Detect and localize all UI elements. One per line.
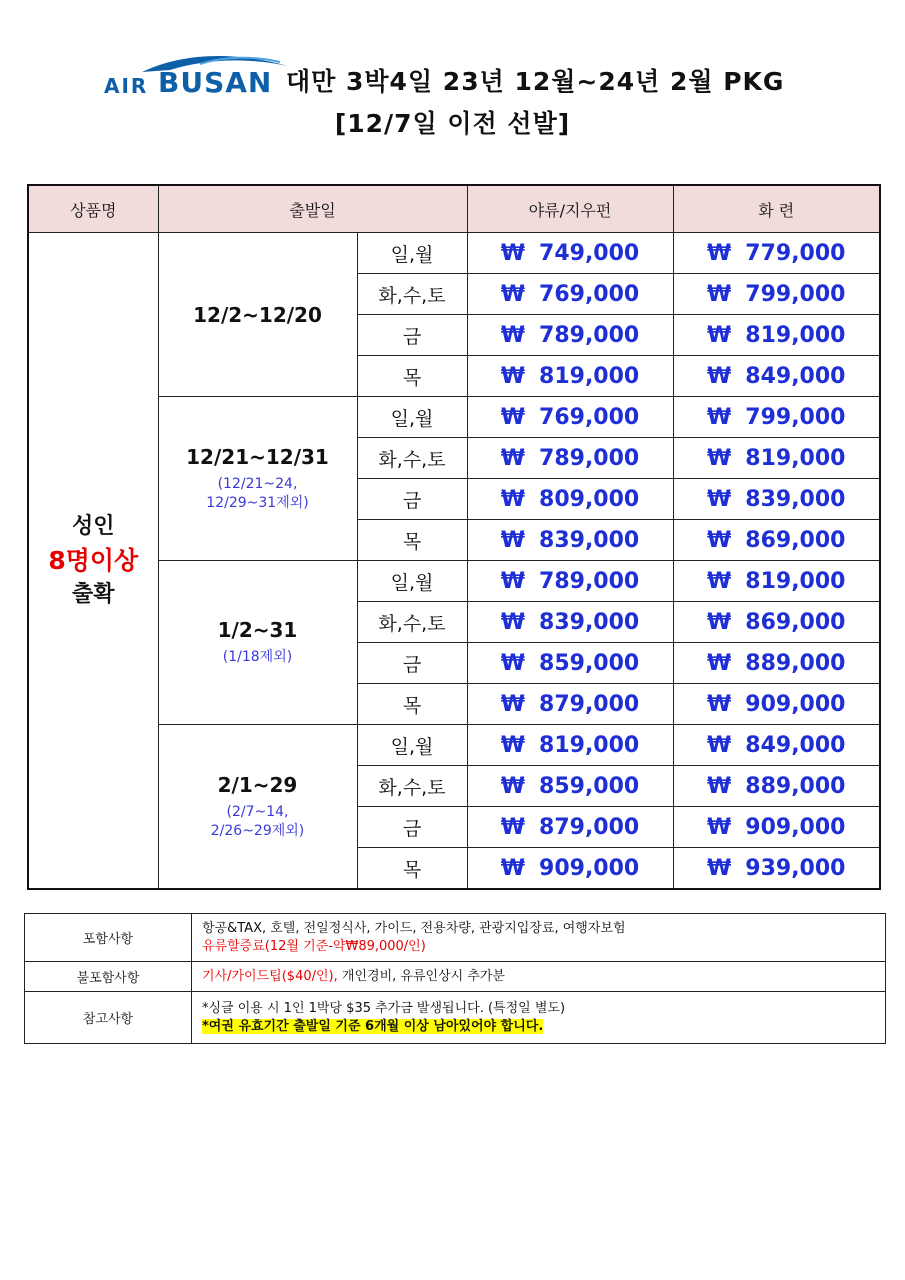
reference-passport-note: *여권 유효기간 출발일 기준 6개월 이상 남아있어야 합니다. [202, 1018, 544, 1034]
price-value: 879,000 [539, 814, 640, 840]
price-night-market [467, 438, 673, 479]
price-hualien [673, 233, 880, 274]
price-night-market [467, 233, 673, 274]
weekday-cell: 목 [357, 520, 467, 561]
weekday-cell: 목 [357, 848, 467, 890]
page-subtitle: [12/7일 이전 선발] [334, 109, 571, 138]
price-value: 909,000 [745, 691, 846, 717]
price-night-market [467, 766, 673, 807]
price-night-market [467, 520, 673, 561]
currency-symbol: ₩ [500, 527, 526, 553]
price-value: 839,000 [539, 527, 640, 553]
currency-symbol: ₩ [500, 445, 526, 471]
price-value: 859,000 [539, 650, 640, 676]
departure-period-cell [158, 233, 357, 397]
currency-symbol: ₩ [707, 363, 732, 389]
excluded-content [192, 962, 886, 992]
price-value: 789,000 [539, 322, 640, 348]
reference-label: 참고사항 [25, 992, 192, 1044]
notes-row-included [25, 914, 886, 962]
currency-symbol: ₩ [500, 322, 526, 348]
price-value: 889,000 [745, 773, 846, 799]
currency-symbol: ₩ [707, 814, 732, 840]
header-night-market: 야류/지우펀 [467, 185, 673, 233]
excluded-tip: 기사/가이드팁($40/인), [202, 968, 338, 984]
page-title: 대만 3박4일 23년 12월~24년 2월 PKG [286, 67, 785, 96]
currency-symbol: ₩ [707, 445, 732, 471]
price-night-market [467, 274, 673, 315]
price-hualien [673, 520, 880, 561]
departure-period: 12/2~12/20 [193, 302, 322, 327]
price-hualien [673, 848, 880, 890]
price-value: 819,000 [745, 568, 846, 594]
price-value: 869,000 [745, 527, 846, 553]
price-hualien [673, 438, 880, 479]
excluded-label: 불포함사항 [25, 962, 192, 992]
notes-table [24, 913, 886, 1044]
price-hualien [673, 602, 880, 643]
departure-period: 1/2~31 [217, 618, 298, 643]
table-header-row [28, 185, 880, 233]
weekday-cell: 화,수,토 [357, 602, 467, 643]
price-value: 889,000 [745, 650, 846, 676]
notes-row-reference [25, 992, 886, 1044]
currency-symbol: ₩ [500, 691, 526, 717]
price-value: 839,000 [745, 486, 846, 512]
currency-symbol: ₩ [707, 732, 732, 758]
min-people-label: 8명이상 [48, 546, 139, 575]
departure-exclusion-note: (1/18제외) [222, 649, 293, 666]
price-value: 819,000 [539, 363, 640, 389]
header-product: 상품명 [28, 185, 158, 233]
currency-symbol: ₩ [707, 691, 732, 717]
currency-symbol: ₩ [707, 527, 732, 553]
departure-period-cell [158, 725, 357, 890]
price-night-market [467, 561, 673, 602]
currency-symbol: ₩ [707, 322, 732, 348]
table-row [28, 233, 880, 274]
price-night-market [467, 643, 673, 684]
departure-period: 2/1~29 [217, 772, 298, 797]
currency-symbol: ₩ [707, 281, 732, 307]
price-value: 909,000 [539, 855, 640, 881]
price-hualien [673, 643, 880, 684]
weekday-cell: 화,수,토 [357, 438, 467, 479]
price-value: 799,000 [745, 404, 846, 430]
price-night-market [467, 315, 673, 356]
currency-symbol: ₩ [707, 609, 732, 635]
included-fuel-surcharge: 유류할증료(12월 기준-약₩89,000/인) [202, 938, 426, 954]
price-value: 839,000 [539, 609, 640, 635]
price-value: 809,000 [539, 486, 640, 512]
air-busan-logo [100, 52, 290, 102]
reference-content [192, 992, 886, 1044]
price-night-market [467, 684, 673, 725]
adult-min-cell [28, 233, 158, 890]
weekday-cell: 일,월 [357, 397, 467, 438]
excluded-text: 개인경비, 유류인상시 추가분 [337, 968, 505, 984]
price-value: 869,000 [745, 609, 846, 635]
currency-symbol: ₩ [500, 609, 526, 635]
notes-row-excluded [25, 962, 886, 992]
header-departure: 출발일 [158, 185, 467, 233]
currency-symbol: ₩ [500, 568, 526, 594]
currency-symbol: ₩ [707, 240, 732, 266]
price-night-market [467, 848, 673, 890]
confirmed-label: 출확 [71, 582, 115, 607]
weekday-cell: 화,수,토 [357, 766, 467, 807]
price-table-body [28, 233, 880, 890]
currency-symbol: ₩ [707, 568, 732, 594]
price-value: 859,000 [539, 773, 640, 799]
weekday-cell: 금 [357, 479, 467, 520]
price-value: 819,000 [539, 732, 640, 758]
price-hualien [673, 315, 880, 356]
price-value: 789,000 [539, 568, 640, 594]
departure-exclusion-note: (2/7~14, 2/26~29제외) [210, 803, 305, 839]
reference-single-surcharge: *싱글 이용 시 1인 1박당 $35 추가금 발생됩니다. (특정일 별도) [202, 1000, 566, 1016]
price-hualien [673, 561, 880, 602]
weekday-cell: 금 [357, 315, 467, 356]
price-value: 769,000 [539, 281, 640, 307]
price-hualien [673, 684, 880, 725]
currency-symbol: ₩ [500, 486, 526, 512]
price-value: 939,000 [745, 855, 846, 881]
price-hualien [673, 766, 880, 807]
currency-symbol: ₩ [500, 240, 526, 266]
weekday-cell: 일,월 [357, 725, 467, 766]
price-value: 749,000 [539, 240, 640, 266]
price-value: 799,000 [745, 281, 846, 307]
price-hualien [673, 356, 880, 397]
currency-symbol: ₩ [500, 281, 526, 307]
currency-symbol: ₩ [707, 404, 732, 430]
logo-busan-text: BUSAN [158, 66, 273, 99]
price-value: 849,000 [745, 363, 846, 389]
currency-symbol: ₩ [500, 404, 526, 430]
price-table [27, 184, 881, 890]
weekday-cell: 목 [357, 356, 467, 397]
weekday-cell: 일,월 [357, 561, 467, 602]
price-night-market [467, 356, 673, 397]
price-value: 819,000 [745, 322, 846, 348]
included-text: 항공&TAX, 호텔, 전일정식사, 가이드, 전용차량, 관광지입장료, 여행자보험 [202, 920, 626, 936]
weekday-cell: 금 [357, 643, 467, 684]
price-value: 909,000 [745, 814, 846, 840]
adult-label: 성인 [71, 514, 115, 539]
price-value: 769,000 [539, 404, 640, 430]
price-value: 879,000 [539, 691, 640, 717]
currency-symbol: ₩ [500, 855, 526, 881]
departure-period-cell [158, 397, 357, 561]
departure-period-cell [158, 561, 357, 725]
currency-symbol: ₩ [500, 814, 526, 840]
currency-symbol: ₩ [500, 773, 526, 799]
price-night-market [467, 602, 673, 643]
departure-period: 12/21~12/31 [186, 444, 329, 469]
currency-symbol: ₩ [707, 855, 732, 881]
currency-symbol: ₩ [500, 363, 526, 389]
price-night-market [467, 807, 673, 848]
price-night-market [467, 725, 673, 766]
price-value: 789,000 [539, 445, 640, 471]
price-night-market [467, 479, 673, 520]
currency-symbol: ₩ [707, 773, 732, 799]
price-night-market [467, 397, 673, 438]
price-value: 779,000 [745, 240, 846, 266]
price-hualien [673, 479, 880, 520]
currency-symbol: ₩ [500, 650, 526, 676]
price-hualien [673, 807, 880, 848]
price-hualien [673, 274, 880, 315]
price-hualien [673, 397, 880, 438]
weekday-cell: 일,월 [357, 233, 467, 274]
price-value: 849,000 [745, 732, 846, 758]
price-value: 819,000 [745, 445, 846, 471]
currency-symbol: ₩ [500, 732, 526, 758]
included-label: 포함사항 [25, 914, 192, 962]
price-hualien [673, 725, 880, 766]
weekday-cell: 금 [357, 807, 467, 848]
currency-symbol: ₩ [707, 650, 732, 676]
header-hualien: 화 련 [673, 185, 880, 233]
currency-symbol: ₩ [707, 486, 732, 512]
included-content [192, 914, 886, 962]
weekday-cell: 화,수,토 [357, 274, 467, 315]
logo-air-text: AIR [104, 74, 149, 98]
departure-exclusion-note: (12/21~24, 12/29~31제외) [206, 475, 309, 511]
weekday-cell: 목 [357, 684, 467, 725]
